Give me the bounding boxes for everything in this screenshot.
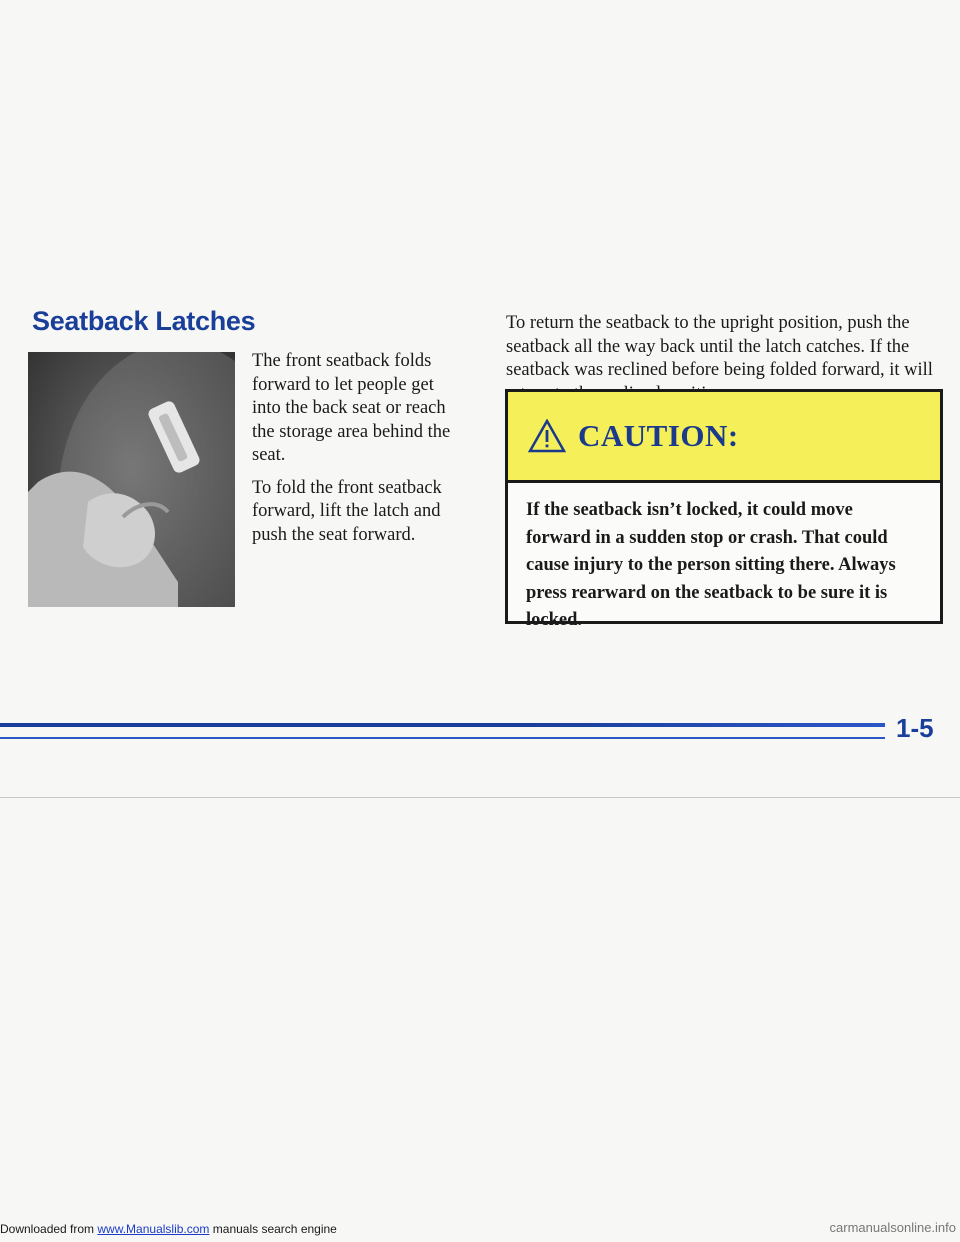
intro-paragraph: The front seatback folds forward to let people get into the back seat or reach the storage area behind the seat. bbox=[252, 351, 451, 465]
caution-label: CAUTION: bbox=[578, 418, 739, 453]
watermark: carmanualsonline.info bbox=[829, 1220, 956, 1235]
section-title: Seatback Latches bbox=[32, 306, 256, 336]
footer-suffix: manuals search engine bbox=[209, 1222, 337, 1236]
footer-rule bbox=[0, 797, 960, 798]
seatback-latch-photo bbox=[28, 352, 235, 607]
instruction-paragraph: To fold the front seatback forward, lift the latch and push the seat forward. bbox=[252, 477, 442, 545]
return-seatback-paragraph: To return the seatback to the upright position, push the seatback all the way back until the latch catches. If the seatback was reclined before being folded forward, it will bbox=[506, 313, 933, 380]
caution-body: If the seatback isn’t locked, it could move forward in a sudden stop or crash. That could cause injury to the person sitting there. Always press rearward on the seatback to be sure it is locked. bbox=[526, 500, 896, 630]
intro-text bbox=[252, 350, 467, 556]
footer-prefix: Downloaded from bbox=[0, 1222, 98, 1236]
caution-header bbox=[508, 392, 940, 483]
page-number: 1-5 bbox=[896, 713, 934, 743]
download-footer bbox=[0, 1222, 337, 1236]
page-rule bbox=[0, 723, 885, 727]
page-rule-thin bbox=[0, 737, 885, 739]
warning-triangle-icon bbox=[528, 419, 566, 453]
manualslib-link[interactable]: www.Manualslib.com bbox=[97, 1222, 210, 1236]
caution-box bbox=[505, 389, 943, 630]
